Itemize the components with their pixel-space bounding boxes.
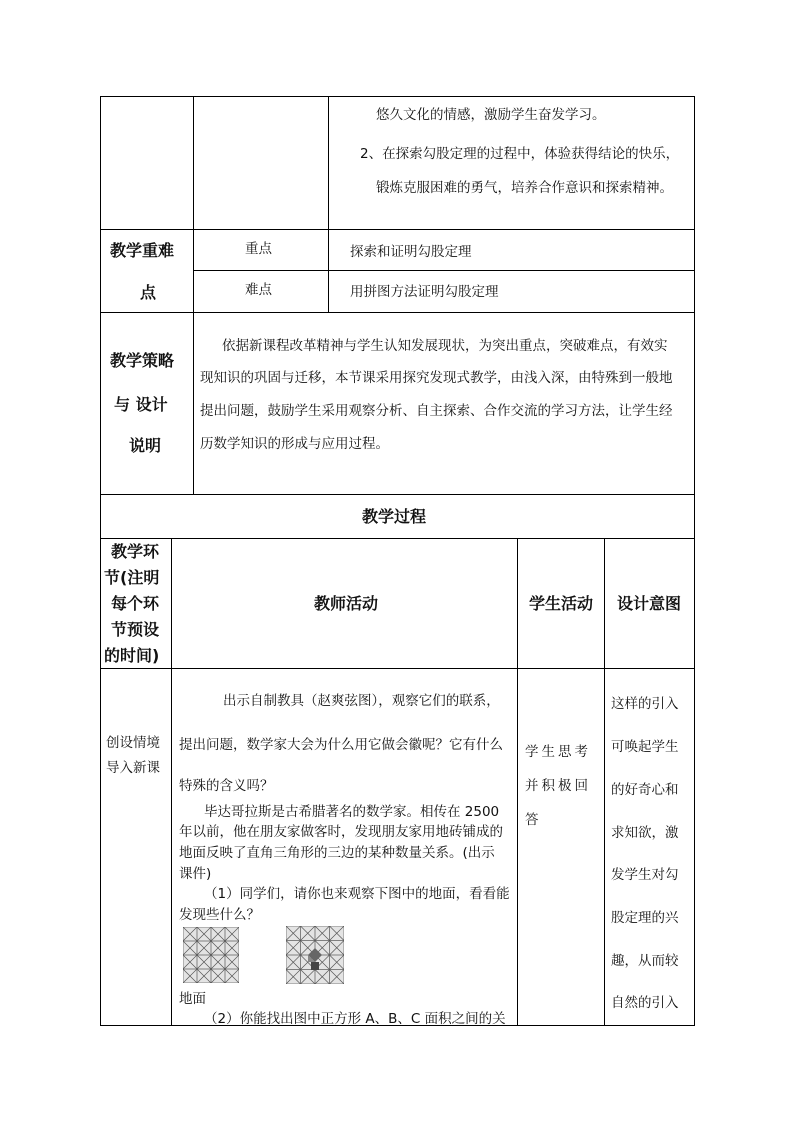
stage-line-2: 导入新课 [106,760,160,776]
key-point-label: 重点 [245,241,272,257]
goal-line-2: 2、在探索勾股定理的过程中，体验获得结论的快乐， [360,146,680,162]
col-teacher: 教师活动 [314,594,379,613]
strategy-line-3: 提出问题，鼓励学生采用观察分析、自主探索、合作交流的学习方法，让学生经 [200,403,673,419]
focus-label-line-1: 教学重难 [110,241,175,260]
process-title: 教学过程 [362,507,427,526]
intent-line-3: 的好奇心和 [611,782,679,798]
student-line-2: 并积极回 [525,778,591,794]
intent-line-2: 可唤起学生 [611,739,679,755]
col-stage-line-3: 每个环 [111,594,160,613]
intent-line-4: 求知欲，激 [611,825,679,841]
col-stage-line-4: 节预设 [111,620,160,639]
student-line-3: 答 [525,812,539,828]
teacher-line-5: 年以前，他在朋友家做客时，发现朋友家用地砖铺成的 [179,824,503,840]
difficult-point-label: 难点 [245,282,272,298]
key-point-value: 探索和证明勾股定理 [350,244,472,260]
teacher-line-6: 地面反映了直角三角形的三边的某种数量关系。(出示 [179,845,495,861]
goal-line-3: 锻炼克服困难的勇气，培养合作意识和探索精神。 [376,180,673,196]
focus-label-line-2: 点 [140,283,157,302]
strategy-line-1: 依据新课程改革精神与学生认知发展现状，为突出重点，突破难点，有效实 [222,338,668,354]
strategy-label-line-3: 说明 [129,436,162,455]
intent-line-1: 这样的引入 [611,696,679,712]
goal-line-1: 悠久文化的情感，激励学生奋发学习。 [376,107,606,123]
strategy-line-2: 现知识的巩固与迁移，本节课采用探究发现式教学，由浅入深，由特殊到一般地 [200,370,673,386]
teacher-line-4: 毕达哥拉斯是古希腊著名的数学家。相传在 2500 [204,804,500,820]
col-student: 学生活动 [529,594,594,613]
intent-line-8: 自然的引入 [611,995,679,1011]
intent-line-6: 股定理的兴 [611,910,679,926]
col-stage-line-5: 的时间) [104,646,160,665]
intent-line-5: 发学生对勾 [611,867,679,883]
teacher-line-8: （1）同学们，请你也来观察下图中的地面，看看能 [204,886,510,902]
difficult-point-value: 用拼图方法证明勾股定理 [350,284,499,300]
teacher-line-9: 发现些什么？ [179,907,260,923]
teacher-line-10: 地面 [179,991,206,1007]
col-stage-line-1: 教学环 [111,542,160,561]
intent-line-7: 趣，从而较 [611,953,679,969]
stage-line-1: 创设情境 [106,735,160,751]
strategy-label-line-1: 教学策略 [110,351,175,370]
col-intent: 设计意图 [617,594,682,613]
teacher-line-7: 课件) [179,866,212,882]
teacher-line-11: （2）你能找出图中正方形 A、B、C 面积之间的关 [204,1011,506,1027]
student-line-1: 学生思考 [525,744,591,760]
teacher-line-2: 提出问题，数学家大会为什么用它做会徽呢？它有什么 [179,737,503,753]
col-stage-line-2: 节(注明 [104,568,160,587]
strategy-label-line-2: 与 设计 [114,395,168,414]
teacher-line-3: 特殊的含义吗？ [179,778,274,794]
strategy-line-4: 历数学知识的形成与应用过程。 [200,436,389,452]
floor-tiles-figure-right [286,926,344,984]
teacher-line-1: 出示自制教具（赵爽弦图），观察它们的联系， [223,693,500,709]
floor-tiles-figure-left [183,927,239,983]
